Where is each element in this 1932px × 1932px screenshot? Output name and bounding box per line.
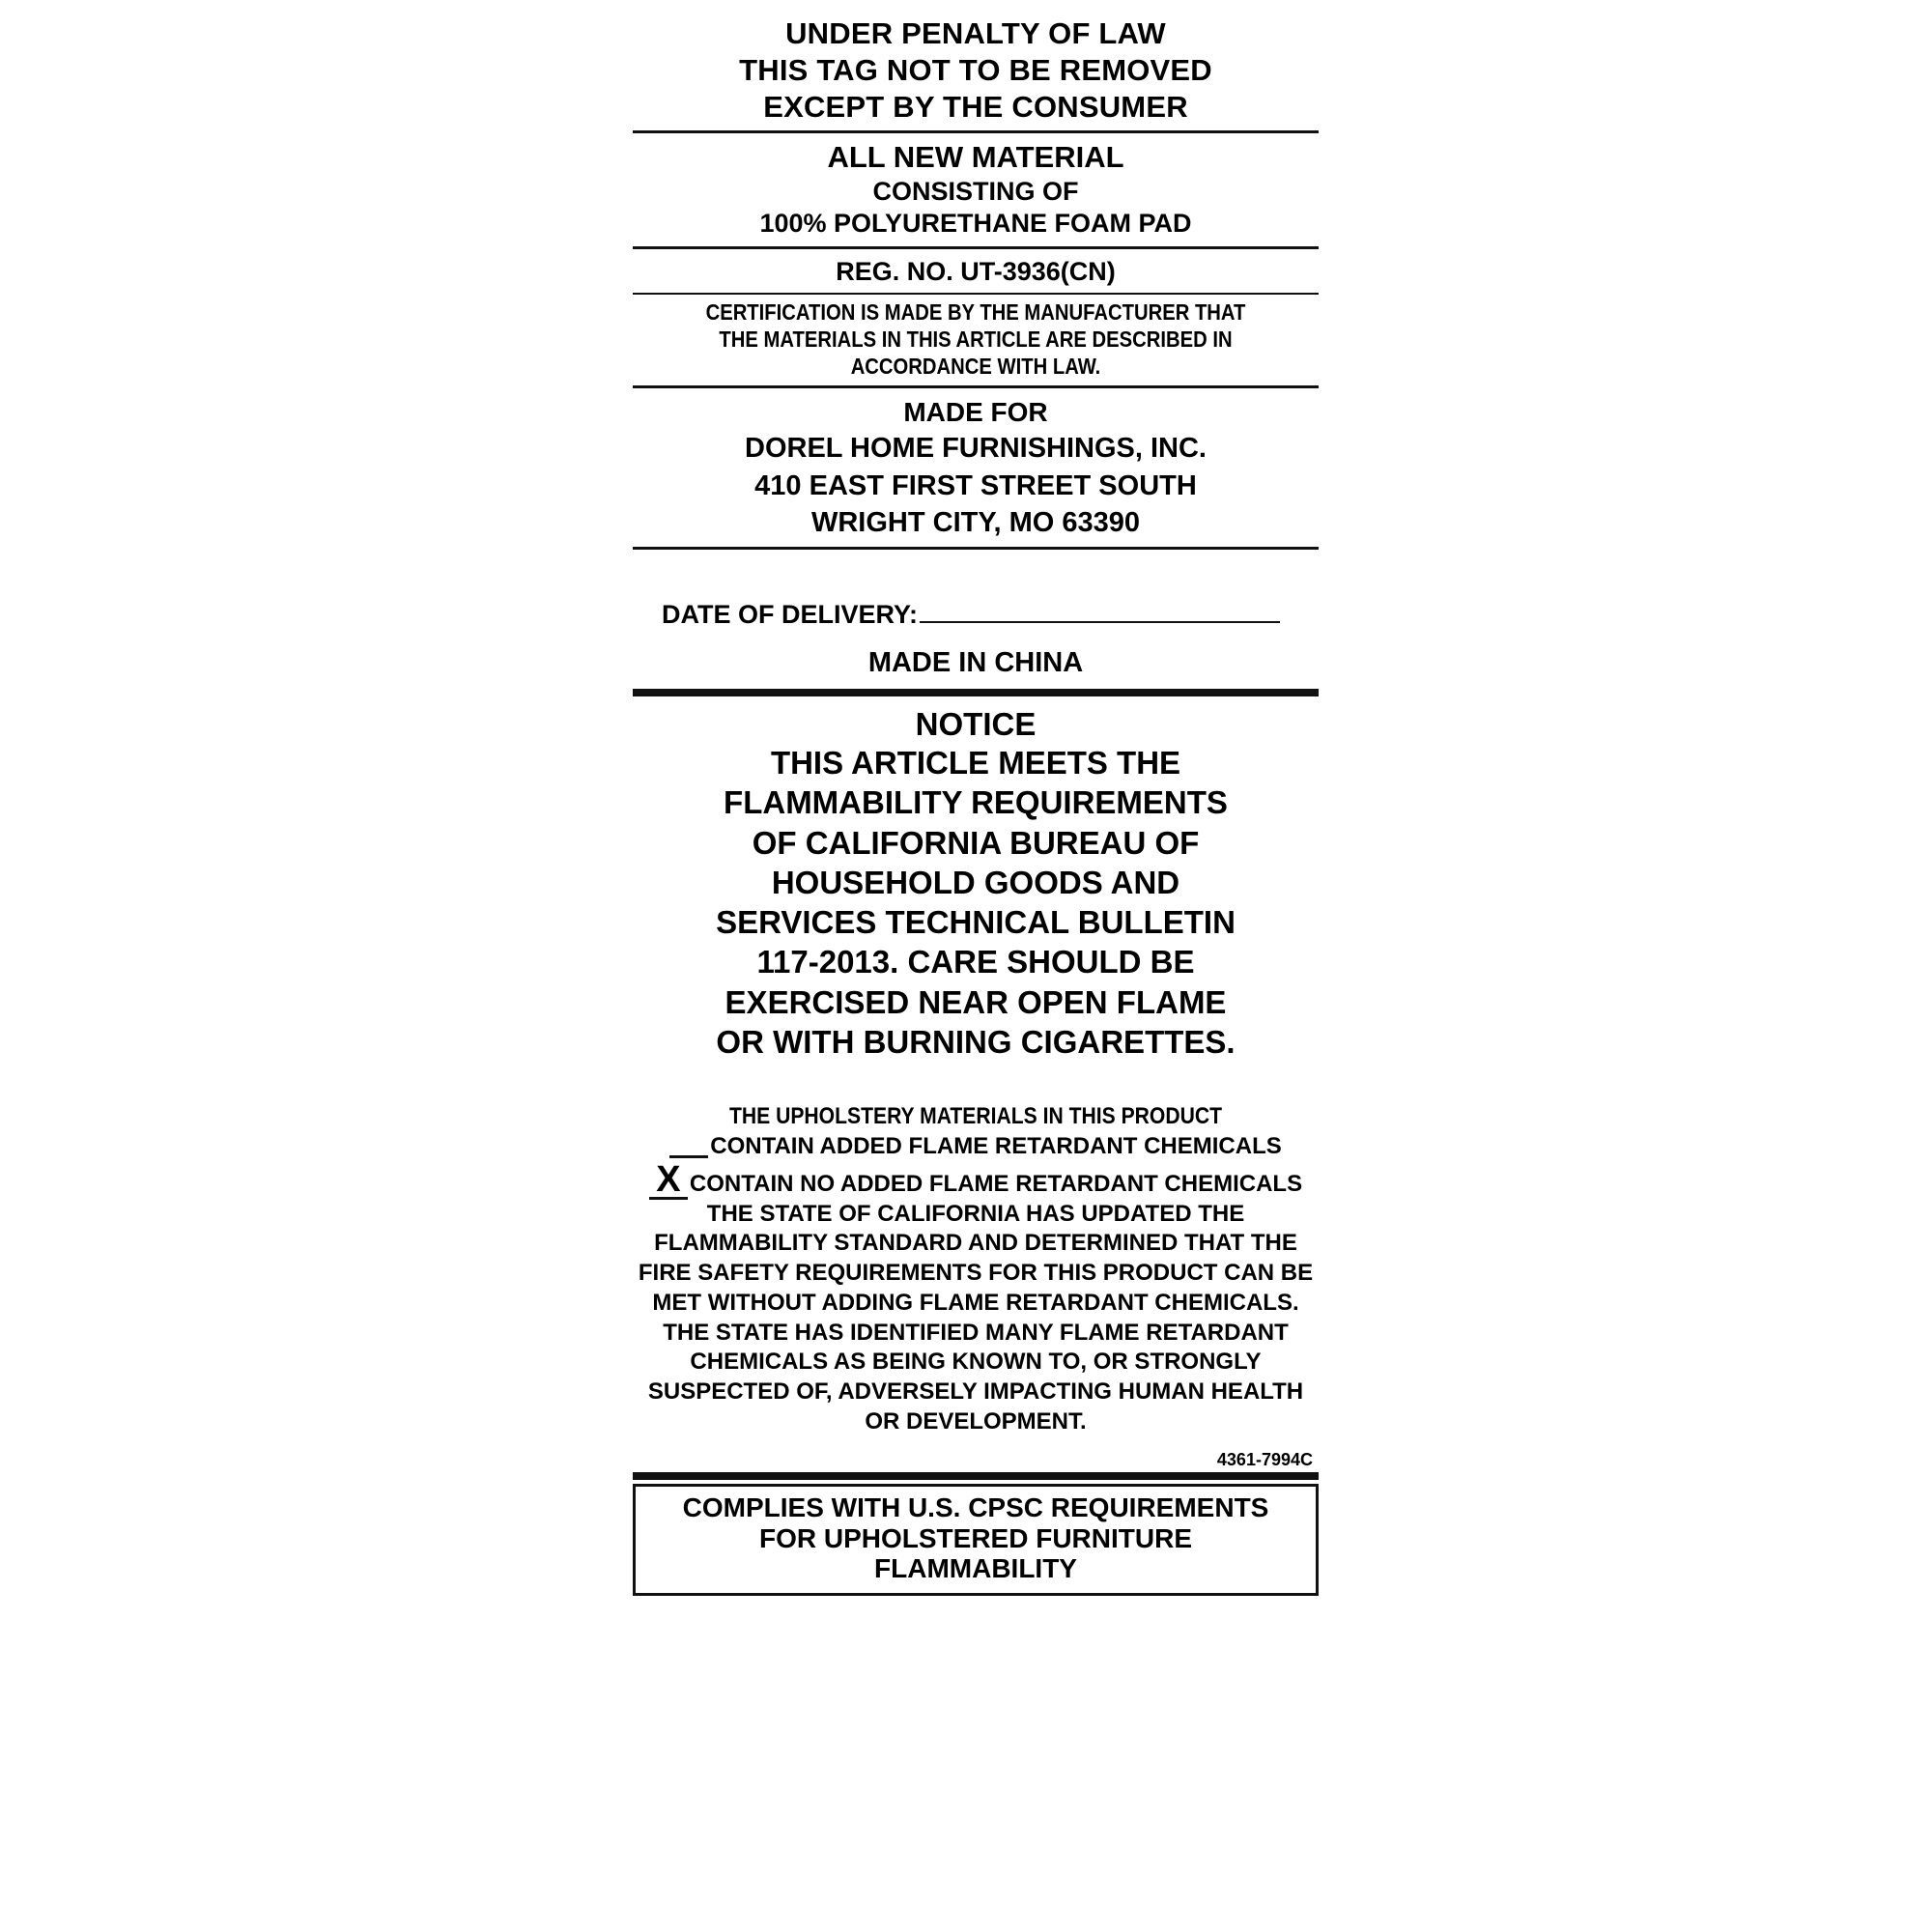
notice-line-6: 117-2013. CARE SHOULD BE [756,944,1195,980]
notice-line-4: HOUSEHOLD GOODS AND [771,864,1180,900]
date-of-delivery-row [662,600,1280,630]
certification-line-1: CERTIFICATION IS MADE BY THE MANUFACTURER THAT [705,298,1246,325]
registration-row [633,255,1319,289]
explanation-line-8: OR DEVELOPMENT. [865,1407,1087,1435]
explanation-line-3: FIRE SAFETY REQUIREMENTS FOR THIS PRODUCT CAN BE [638,1260,1314,1287]
law-tag [633,0,1319,1596]
notice-line-8: OR WITH BURNING CIGARETTES. [716,1023,1236,1060]
explanation-line-5: THE STATE HAS IDENTIFIED MANY FLAME RETARDANT [663,1319,1289,1346]
checkbox-contains-no-added-label: CONTAIN NO ADDED FLAME RETARDANT CHEMICALS [689,1170,1303,1197]
explanation-line-6: CHEMICALS AS BEING KNOWN TO, OR STRONGLY [690,1349,1262,1376]
divider-1 [633,130,1319,133]
notice-body [633,743,1319,1062]
notice-line-7: EXERCISED NEAR OPEN FLAME [724,983,1227,1020]
material-section [633,139,1319,240]
penalty-line-3: EXCEPT BY THE CONSUMER [763,89,1188,124]
divider-3 [633,293,1319,295]
certification-statement [633,298,1319,380]
flame-retardant-section [633,1102,1319,1436]
flame-retardant-explanation [633,1200,1319,1437]
made-for-section [633,394,1319,541]
material-title: ALL NEW MATERIAL [827,140,1124,175]
divider-6 [633,689,1319,696]
explanation-line-2: FLAMMABILITY STANDARD AND DETERMINED THAT THE [654,1230,1297,1257]
flame-retardant-intro [633,1102,1319,1132]
registration-label: REG. NO. [836,256,953,286]
cpsc-line-1: COMPLIES WITH U.S. CPSC REQUIREMENTS [682,1492,1269,1523]
notice-line-1: THIS ARTICLE MEETS THE [770,745,1181,781]
penalty-header [633,15,1319,125]
cpsc-line-3: FLAMMABILITY [874,1553,1077,1584]
certification-line-2: THE MATERIALS IN THIS ARTICLE ARE DESCRIBED IN [719,326,1233,352]
divider-2 [633,246,1319,249]
explanation-line-7: SUSPECTED OF, ADVERSELY IMPACTING HUMAN HEALTH [647,1378,1304,1405]
flame-retardant-option-contains-no[interactable] [633,1158,1319,1200]
notice-title: NOTICE [915,706,1037,743]
divider-4 [633,385,1319,388]
made-for-street: 410 EAST FIRST STREET SOUTH [754,469,1197,501]
certification-line-3: ACCORDANCE WITH LAW. [850,353,1101,379]
registration-number: UT-3936(CN) [960,256,1116,286]
divider-5 [633,547,1319,550]
cpsc-line-2: FOR UPHOLSTERED FURNITURE [759,1522,1192,1553]
made-for-company: DOREL HOME FURNISHINGS, INC. [745,433,1207,465]
checkbox-contains-no-added[interactable]: X [649,1162,688,1200]
penalty-line-2: THIS TAG NOT TO BE REMOVED [739,52,1212,87]
date-of-delivery-input[interactable] [920,621,1280,623]
explanation-line-4: MET WITHOUT ADDING FLAME RETARDANT CHEMICALS. [652,1289,1299,1316]
cpsc-compliance-box [633,1484,1319,1596]
notice-line-3: OF CALIFORNIA BUREAU OF [752,824,1200,861]
form-code: 4361-7994C [1216,1450,1313,1470]
country-of-origin: MADE IN CHINA [867,647,1084,679]
date-of-delivery-label: DATE OF DELIVERY: [662,600,919,630]
explanation-line-1: THE STATE OF CALIFORNIA HAS UPDATED THE [706,1200,1245,1227]
checkbox-contains-added-label: CONTAIN ADDED FLAME RETARDANT CHEMICALS [710,1132,1282,1159]
checkbox-contains-added[interactable] [669,1155,708,1158]
flame-retardant-option-contains[interactable] [633,1132,1319,1162]
material-consisting: CONSISTING OF [872,176,1079,206]
made-for-label: MADE FOR [903,396,1048,427]
notice-line-5: SERVICES TECHNICAL BULLETIN [716,904,1236,941]
notice-line-2: FLAMMABILITY REQUIREMENTS [724,784,1228,821]
made-for-city-state-zip: WRIGHT CITY, MO 63390 [810,506,1140,538]
material-content: 100% POLYURETHANE FOAM PAD [759,209,1192,239]
flame-retardant-intro-text: THE UPHOLSTERY MATERIALS IN THIS PRODUCT [728,1103,1223,1130]
notice-section [633,706,1319,1062]
divider-7 [633,1472,1319,1480]
penalty-line-1: UNDER PENALTY OF LAW [785,16,1166,50]
